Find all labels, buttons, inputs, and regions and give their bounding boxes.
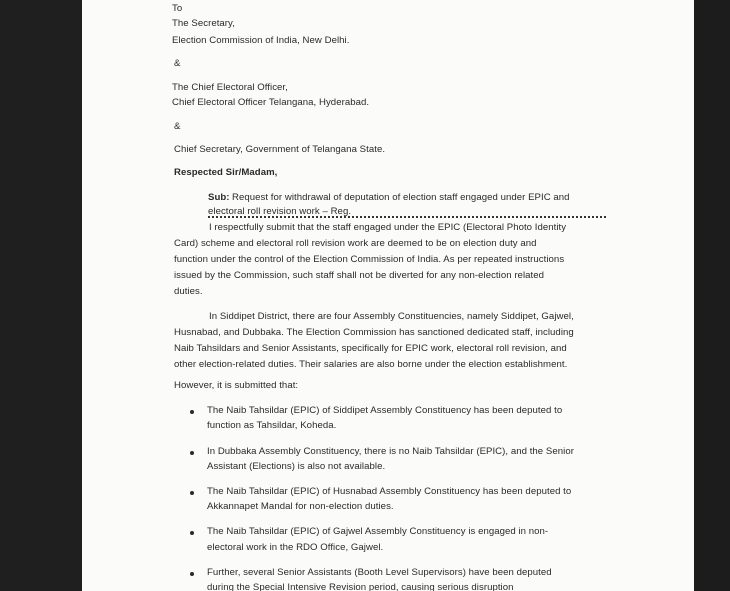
bullet-5-line-2: during the Special Intensive Revision period, causing serious disruption <box>207 582 514 591</box>
paragraph-1-line-4: issued by the Commission, such staff shall not be diverted for any non-election related <box>174 270 544 281</box>
paragraph-2-line-3: Naib Tahsildars and Senior Assistants, specifically for EPIC work, electoral roll revision, and <box>174 343 567 354</box>
recipient-3-line-1: Chief Secretary, Government of Telangana State. <box>174 144 386 155</box>
paragraph-2-line-4: other election-related duties. Their salaries are also borne under the election establishment. <box>174 359 568 370</box>
recipient-2-line-2: Chief Electoral Officer Telangana, Hyderabad. <box>172 97 370 108</box>
paragraph-2-line-1: In Siddipet District, there are four Assembly Constituencies, namely Siddipet, Gajwel, <box>209 311 574 322</box>
paragraph-1-line-3: function under the control of the Election Commission of India. As per repeated instructions <box>174 254 565 265</box>
dotted-separator <box>208 216 606 218</box>
recipient-1-line-1: The Secretary, <box>172 18 235 29</box>
bullet-1-line-2: function as Tahsildar, Koheda. <box>207 420 337 431</box>
bullet-2-icon <box>190 451 194 455</box>
bullet-5-icon <box>190 572 194 576</box>
ampersand-2: & <box>174 121 181 132</box>
document-page <box>82 0 694 591</box>
bullet-1-line-1: The Naib Tahsildar (EPIC) of Siddipet Assembly Constituency has been deputed to <box>207 405 563 416</box>
ampersand-1: & <box>174 58 181 69</box>
bullet-5-line-1: Further, several Senior Assistants (Booth Level Supervisors) have been deputed <box>207 567 552 578</box>
salutation: Respected Sir/Madam, <box>174 167 278 178</box>
viewer-background-right <box>694 0 730 591</box>
paragraph-2-line-2: Husnabad, and Dubbaka. The Election Commission has sanctioned dedicated staff, including <box>174 327 574 338</box>
bullet-2-line-1: In Dubbaka Assembly Constituency, there is no Naib Tahsildar (EPIC), and the Senior <box>207 446 574 457</box>
paragraph-1-line-2: Card) scheme and electoral roll revision work are deemed to be on election duty and <box>174 238 537 249</box>
bullet-4-line-2: electoral work in the RDO Office, Gajwel. <box>207 542 384 553</box>
viewer-background-left <box>0 0 82 591</box>
bullet-3-icon <box>190 491 194 495</box>
paragraph-1-line-5: duties. <box>174 286 203 297</box>
subject-label: Sub: <box>208 192 230 203</box>
subject-line-2: electoral roll revision work – Reg. <box>208 206 352 217</box>
recipient-2-line-1: The Chief Electoral Officer, <box>172 82 288 93</box>
bullet-3-line-2: Akkannapet Mandal for non-election duties. <box>207 501 394 512</box>
bullet-4-line-1: The Naib Tahsildar (EPIC) of Gajwel Assembly Constituency is engaged in non- <box>207 526 549 537</box>
bullet-1-icon <box>190 410 194 414</box>
bullet-4-icon <box>190 531 194 535</box>
to-label: To <box>172 3 183 14</box>
subject-line-1: Request for withdrawal of deputation of election staff engaged under EPIC and <box>232 192 570 203</box>
however-line: However, it is submitted that: <box>174 380 299 391</box>
paragraph-1-line-1: I respectfully submit that the staff engaged under the EPIC (Electoral Photo Identity <box>209 222 567 233</box>
recipient-1-line-2: Election Commission of India, New Delhi. <box>172 35 350 46</box>
bullet-3-line-1: The Naib Tahsildar (EPIC) of Husnabad Assembly Constituency has been deputed to <box>207 486 572 497</box>
bullet-2-line-2: Assistant (Elections) is also not available. <box>207 461 386 472</box>
